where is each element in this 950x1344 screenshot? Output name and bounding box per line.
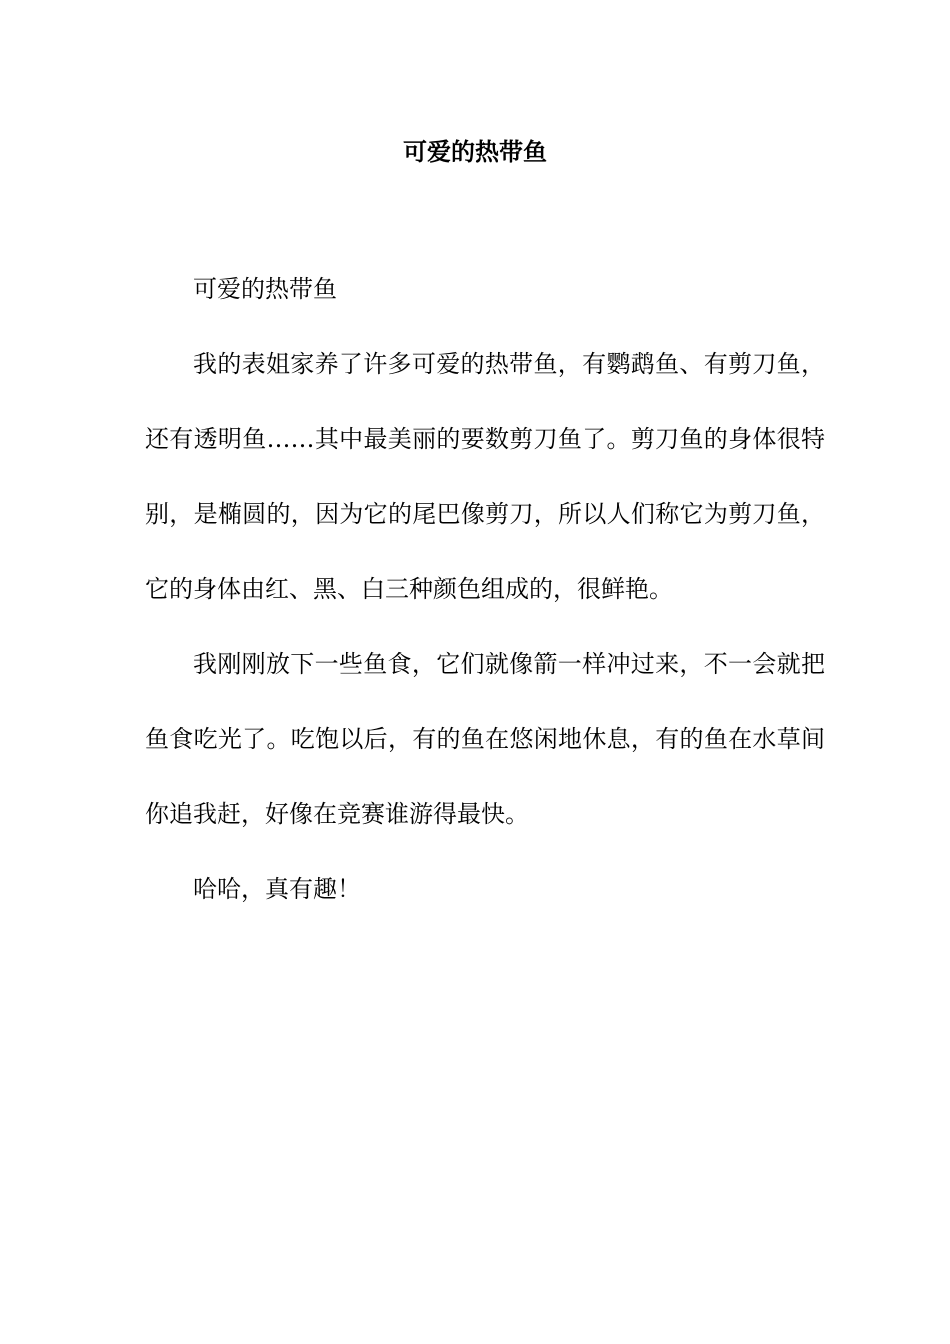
document-body [145, 252, 825, 927]
paragraph-closing: 哈哈，真有趣！ [193, 875, 361, 903]
paragraph-subtitle: 可爱的热带鱼 [193, 275, 337, 303]
paragraph-feeding: 我刚刚放下一些鱼食，它们就像箭一样冲过来，不一会就把鱼食吃光了。吃饱以后，有的鱼在悠闲地休息，有的鱼在水草间你追我赶，好像在竞赛谁游得最快。 [145, 650, 825, 828]
paragraph-fish-description: 我的表姐家养了许多可爱的热带鱼，有鹦鹉鱼、有剪刀鱼，还有透明鱼……其中最美丽的要数剪刀鱼了。剪刀鱼的身体很特别，是椭圆的，因为它的尾巴像剪刀，所以人们称它为剪刀鱼，它的身体由红、黑、白三种颜色组成的，很鲜艳。 [145, 350, 825, 603]
page-title: 可爱的热带鱼 [403, 137, 547, 166]
